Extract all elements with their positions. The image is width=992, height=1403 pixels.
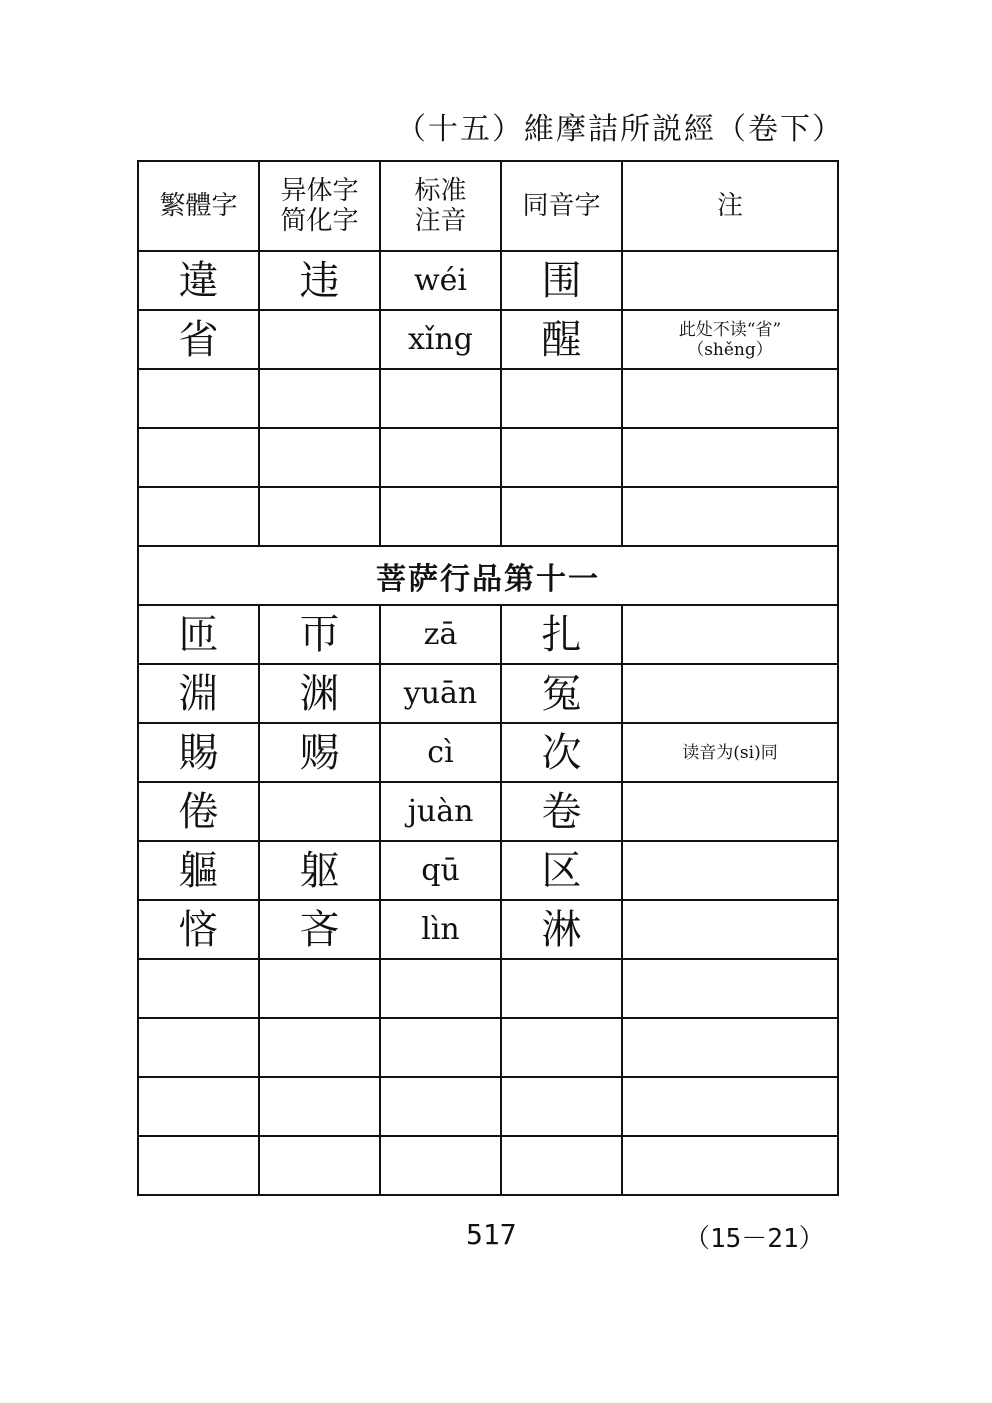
table-row <box>138 369 838 428</box>
simplified-char-cell <box>259 959 380 1018</box>
traditional-char-cell <box>138 369 259 428</box>
header-traditional: 繁體字 <box>138 161 259 251</box>
simplified-char-cell: 违 <box>259 251 380 310</box>
pinyin-cell <box>380 1077 501 1136</box>
note-cell <box>622 369 838 428</box>
traditional-char-cell <box>138 1136 259 1195</box>
table-row <box>138 723 838 782</box>
homophone-cell <box>501 369 622 428</box>
traditional-char-cell <box>138 1018 259 1077</box>
homophone-cell <box>501 428 622 487</box>
note-cell: 此处不读“省” （shěng） <box>622 310 838 369</box>
simplified-char-cell <box>259 310 380 369</box>
note-cell: 读音为(si)同 <box>622 723 838 782</box>
note-cell <box>622 251 838 310</box>
table-row <box>138 1018 838 1077</box>
table-row <box>138 1136 838 1195</box>
header-note: 注 <box>622 161 838 251</box>
note-cell <box>622 1136 838 1195</box>
header-row <box>138 161 838 251</box>
pinyin-cell: zā <box>380 605 501 664</box>
table-row <box>138 1077 838 1136</box>
traditional-char-cell: 省 <box>138 310 259 369</box>
pinyin-cell: juàn <box>380 782 501 841</box>
simplified-char-cell: 帀 <box>259 605 380 664</box>
simplified-char-cell <box>259 1077 380 1136</box>
page-code: （15－21） <box>684 1224 825 1254</box>
table-row <box>138 900 838 959</box>
table-row <box>138 251 838 310</box>
section-heading-row <box>138 546 838 605</box>
homophone-cell: 醒 <box>501 310 622 369</box>
simplified-char-cell <box>259 782 380 841</box>
simplified-char-cell <box>259 1136 380 1195</box>
header-variant-simplified: 异体字 简化字 <box>259 161 380 251</box>
homophone-cell: 淋 <box>501 900 622 959</box>
character-table <box>137 160 839 1196</box>
simplified-char-cell <box>259 1018 380 1077</box>
table-row <box>138 310 838 369</box>
simplified-char-cell: 吝 <box>259 900 380 959</box>
pinyin-cell: cì <box>380 723 501 782</box>
note-cell <box>622 900 838 959</box>
traditional-char-cell <box>138 428 259 487</box>
pinyin-cell: qū <box>380 841 501 900</box>
traditional-char-cell <box>138 959 259 1018</box>
traditional-char-cell: 賜 <box>138 723 259 782</box>
table-body-a <box>138 251 838 546</box>
pinyin-cell <box>380 487 501 546</box>
pinyin-cell <box>380 428 501 487</box>
page-title: （十五）維摩詰所説經（卷下） <box>396 112 844 147</box>
traditional-char-cell <box>138 1077 259 1136</box>
homophone-cell <box>501 1077 622 1136</box>
traditional-char-cell: 軀 <box>138 841 259 900</box>
note-cell <box>622 664 838 723</box>
pinyin-cell: yuān <box>380 664 501 723</box>
note-cell <box>622 605 838 664</box>
note-cell <box>622 959 838 1018</box>
table-body-b <box>138 605 838 1195</box>
traditional-char-cell: 悋 <box>138 900 259 959</box>
traditional-char-cell <box>138 487 259 546</box>
homophone-cell <box>501 959 622 1018</box>
table-row <box>138 841 838 900</box>
pinyin-cell <box>380 1018 501 1077</box>
pinyin-cell: xǐng <box>380 310 501 369</box>
traditional-char-cell: 淵 <box>138 664 259 723</box>
section-heading: 菩萨行品第十一 <box>138 546 838 605</box>
simplified-char-cell: 赐 <box>259 723 380 782</box>
note-cell <box>622 1018 838 1077</box>
table-row <box>138 487 838 546</box>
traditional-char-cell: 違 <box>138 251 259 310</box>
note-cell <box>622 1077 838 1136</box>
table-row <box>138 959 838 1018</box>
note-cell <box>622 841 838 900</box>
homophone-cell: 冤 <box>501 664 622 723</box>
homophone-cell: 区 <box>501 841 622 900</box>
note-cell <box>622 487 838 546</box>
note-cell <box>622 782 838 841</box>
homophone-cell <box>501 1018 622 1077</box>
pinyin-cell <box>380 369 501 428</box>
simplified-char-cell <box>259 369 380 428</box>
homophone-cell: 次 <box>501 723 622 782</box>
homophone-cell: 卷 <box>501 782 622 841</box>
pinyin-cell: lìn <box>380 900 501 959</box>
traditional-char-cell: 倦 <box>138 782 259 841</box>
table-row <box>138 782 838 841</box>
homophone-cell <box>501 1136 622 1195</box>
note-cell <box>622 428 838 487</box>
simplified-char-cell <box>259 487 380 546</box>
table-row <box>138 664 838 723</box>
simplified-char-cell: 躯 <box>259 841 380 900</box>
table-row <box>138 428 838 487</box>
simplified-char-cell <box>259 428 380 487</box>
simplified-char-cell: 渊 <box>259 664 380 723</box>
header-homophone: 同音字 <box>501 161 622 251</box>
pinyin-cell: wéi <box>380 251 501 310</box>
homophone-cell <box>501 487 622 546</box>
table-row <box>138 605 838 664</box>
pinyin-cell <box>380 1136 501 1195</box>
header-pinyin: 标准 注音 <box>380 161 501 251</box>
traditional-char-cell: 匝 <box>138 605 259 664</box>
pinyin-cell <box>380 959 501 1018</box>
homophone-cell: 扎 <box>501 605 622 664</box>
section-body <box>138 546 838 605</box>
homophone-cell: 围 <box>501 251 622 310</box>
page-number: 517 <box>466 1218 517 1251</box>
